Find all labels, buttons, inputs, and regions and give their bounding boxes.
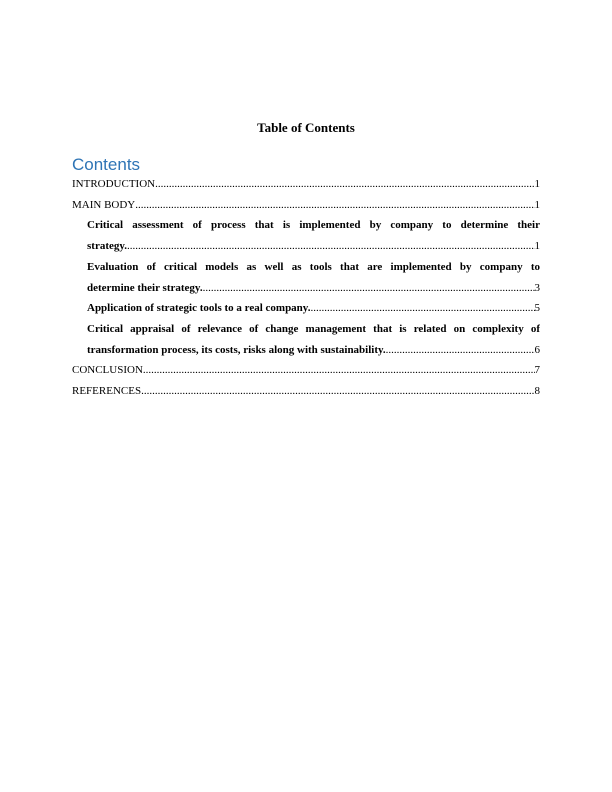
toc-leader-dots xyxy=(310,298,534,319)
toc-page-number: 8 xyxy=(534,385,540,398)
toc-entry-text-line1: Critical assessment of process that is implemented by company to determine their xyxy=(87,219,540,232)
toc-leader-dots xyxy=(203,278,535,299)
toc-entry-conclusion[interactable] xyxy=(72,360,540,381)
toc-page-number: 1 xyxy=(534,240,540,253)
toc-entry-application-strategic-tools[interactable] xyxy=(87,298,540,319)
toc-leader-dots xyxy=(135,195,534,216)
toc-page-number: 6 xyxy=(534,343,540,356)
toc-entry-references[interactable] xyxy=(72,381,540,402)
toc-entry-text: transformation process, its costs, risks along with sustainability. xyxy=(87,343,386,356)
toc-entry-main-body[interactable] xyxy=(72,195,540,216)
table-of-contents xyxy=(72,174,540,402)
toc-entry-evaluation-critical-models[interactable] xyxy=(87,257,540,298)
toc-entry-text: CONCLUSION xyxy=(72,364,143,377)
toc-entry-text: strategy. xyxy=(87,240,128,253)
toc-page-number: 1 xyxy=(534,178,540,190)
toc-entry-critical-assessment[interactable] xyxy=(87,215,540,256)
toc-entry-text-line1: Evaluation of critical models as well as tools that are implemented by company to xyxy=(87,260,540,273)
toc-leader-dots xyxy=(386,340,535,361)
toc-heading: Contents xyxy=(72,155,141,174)
toc-entry-text: MAIN BODY xyxy=(72,198,136,211)
toc-leader-dots xyxy=(127,236,534,257)
toc-entry-critical-appraisal[interactable] xyxy=(87,319,540,360)
toc-leader-dots xyxy=(155,174,534,195)
toc-leader-dots xyxy=(143,360,535,381)
toc-leader-dots xyxy=(141,381,534,402)
page-title: Table of Contents xyxy=(257,120,355,135)
toc-entry-text: INTRODUCTION xyxy=(72,178,156,190)
toc-page-number: 7 xyxy=(534,364,540,377)
toc-page-number: 3 xyxy=(534,281,540,294)
toc-entry-text: REFERENCES xyxy=(72,385,142,398)
toc-entry-text-line1: Critical appraisal of relevance of change management that is related on complexity of xyxy=(87,322,540,335)
toc-page-number: 5 xyxy=(534,302,540,315)
toc-entry-text: Application of strategic tools to a real company. xyxy=(87,302,311,315)
toc-page-number: 1 xyxy=(534,198,540,211)
toc-entry-introduction[interactable] xyxy=(72,174,540,195)
toc-entry-text: determine their strategy. xyxy=(87,281,203,294)
